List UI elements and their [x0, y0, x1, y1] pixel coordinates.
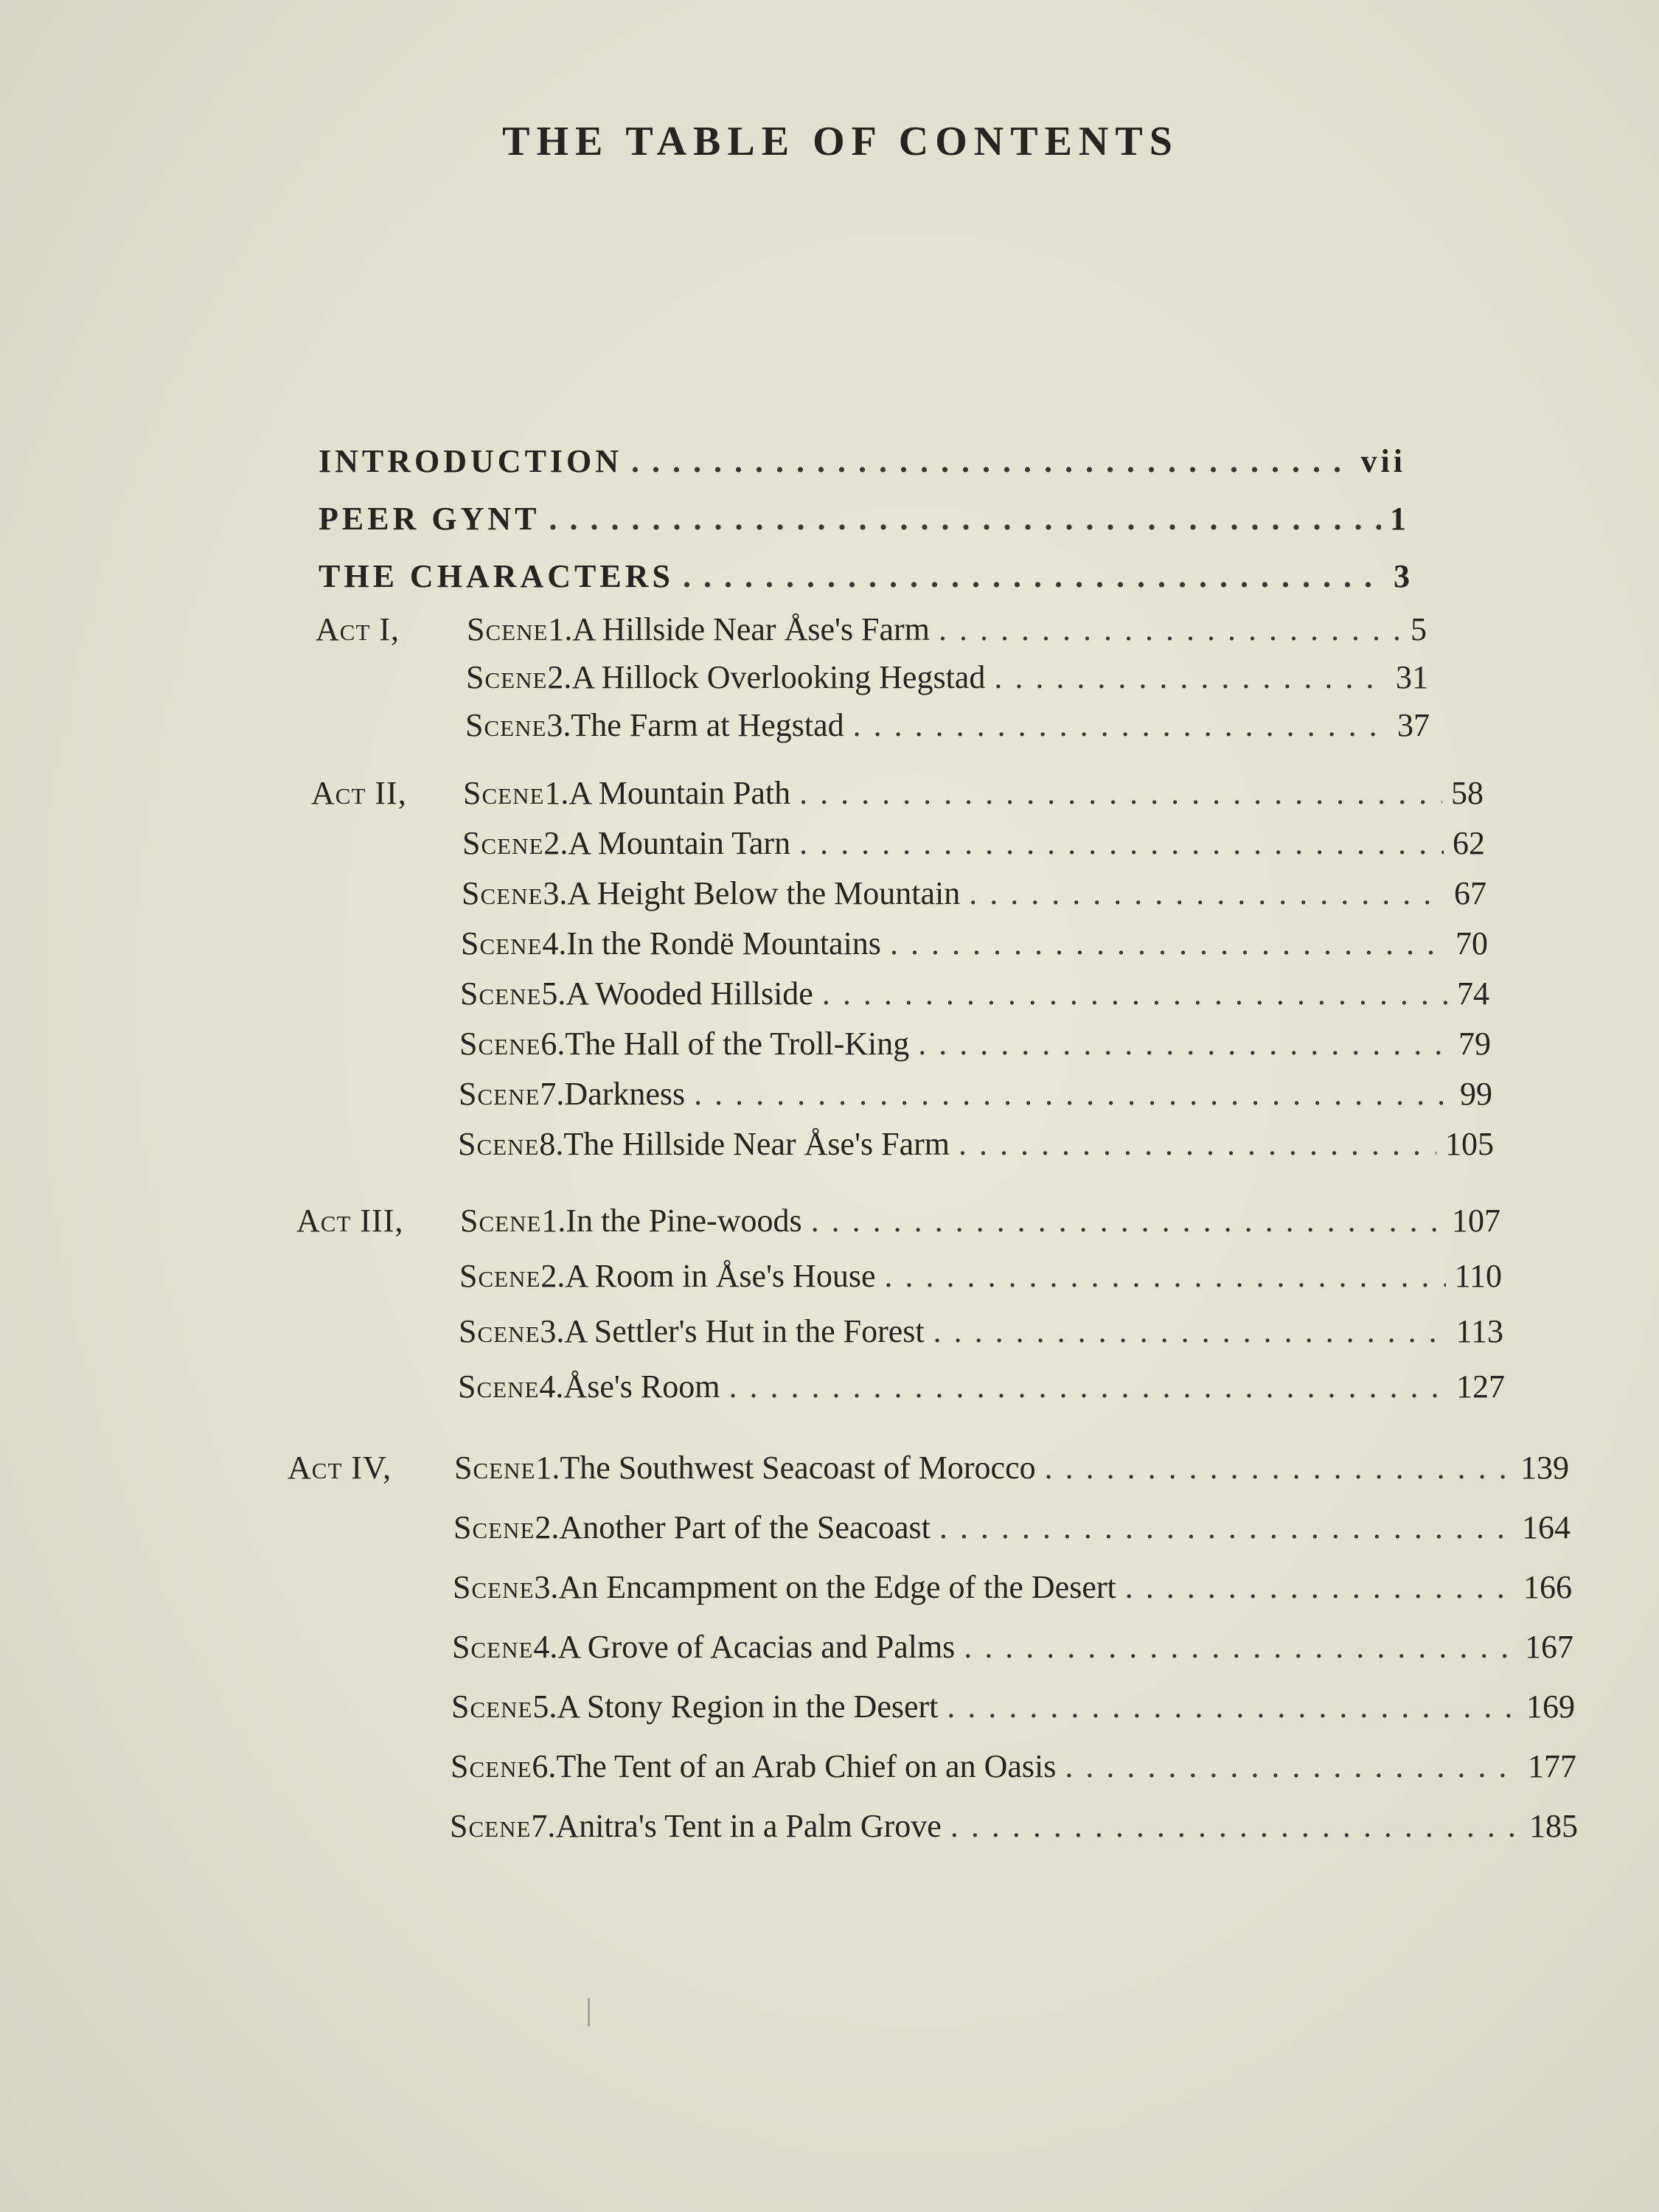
toc-page-number: 166 — [1523, 1569, 1572, 1605]
toc-page-number: 62 — [1453, 825, 1485, 861]
scene-word: Scene — [451, 1748, 532, 1784]
scene-title: A Hillside Near Åse's Farm — [572, 611, 930, 647]
toc-scene-entry — [452, 1628, 1573, 1666]
toc-scene-entry — [458, 1368, 1505, 1405]
scene-number: 8. — [539, 1126, 564, 1162]
toc-scene-entry — [466, 658, 1428, 696]
toc-page-number: 31 — [1396, 659, 1428, 695]
scene-word: Scene — [454, 1450, 536, 1486]
toc-page-number: 169 — [1526, 1688, 1575, 1725]
scene-word: Scene — [459, 1076, 540, 1112]
toc-page-number: 167 — [1525, 1629, 1573, 1665]
scene-word: Scene — [453, 1509, 535, 1545]
scene-word: Scene — [462, 875, 543, 911]
page-title: THE TABLE OF CONTENTS — [502, 119, 1179, 164]
scene-title: Another Part of the Seacoast — [559, 1509, 931, 1545]
toc-page-number: 127 — [1456, 1368, 1505, 1405]
toc-scene-entry — [460, 975, 1489, 1012]
dot-leader — [884, 1257, 1445, 1295]
scene-title: The Farm at Hegstad — [571, 707, 844, 743]
scene-number: 2. — [540, 1258, 566, 1294]
dot-leader — [933, 1312, 1447, 1350]
scene-number: 1. — [548, 611, 573, 647]
toc-page-number: 74 — [1457, 975, 1489, 1012]
scene-number: 3. — [543, 875, 568, 911]
toc-page-number: 58 — [1451, 775, 1484, 811]
toc-scene-entry — [465, 706, 1430, 744]
scene-number: 4. — [539, 1368, 564, 1405]
toc-page-number: 185 — [1529, 1808, 1578, 1844]
toc-scene-entry — [467, 611, 1427, 648]
scene-title: The Tent of an Arab Chief on an Oasis — [556, 1748, 1057, 1784]
toc-page-number: 139 — [1520, 1450, 1569, 1486]
dot-leader — [939, 611, 1402, 648]
dot-leader — [853, 706, 1388, 744]
scene-number: 1. — [541, 1203, 566, 1239]
toc-page-number: 70 — [1455, 925, 1488, 961]
toc-scene-entry — [459, 1025, 1491, 1062]
toc-scene-entry — [462, 824, 1485, 862]
toc-scene-entry — [453, 1509, 1571, 1546]
scene-title: The Hall of the Troll-King — [565, 1026, 910, 1062]
dot-leader — [728, 1368, 1447, 1405]
scene-title: The Southwest Seacoast of Morocco — [560, 1450, 1036, 1486]
toc-page-number: 79 — [1458, 1026, 1491, 1062]
scene-word: Scene — [461, 925, 543, 961]
scene-word: Scene — [463, 775, 545, 811]
dot-leader — [947, 1688, 1517, 1725]
dot-leader — [683, 557, 1385, 595]
toc-front-entry — [319, 442, 1406, 480]
scene-title: In the Rondë Mountains — [566, 925, 881, 961]
toc-page-number: 37 — [1397, 707, 1430, 743]
toc-page-number: 3 — [1394, 558, 1413, 594]
dot-leader — [939, 1509, 1513, 1546]
scene-word: Scene — [450, 1808, 532, 1844]
scene-word: Scene — [452, 1629, 534, 1665]
toc-page-number: 99 — [1460, 1076, 1492, 1112]
scene-number: 3. — [546, 707, 571, 743]
scene-title: A Stony Region in the Desert — [557, 1688, 939, 1725]
toc-entry-title: PEER GYNT — [319, 501, 540, 537]
act-label: Act I, — [316, 611, 400, 647]
dot-leader — [969, 874, 1445, 912]
dot-leader — [811, 1202, 1443, 1239]
toc-scene-entry — [451, 1747, 1576, 1785]
dot-leader — [631, 442, 1352, 480]
dot-leader — [694, 1075, 1451, 1113]
dot-leader — [1045, 1449, 1512, 1486]
toc-page-number: 164 — [1522, 1509, 1571, 1545]
scene-number: 2. — [535, 1509, 560, 1545]
scene-number: 1. — [544, 775, 569, 811]
toc-scene-entry — [453, 1568, 1572, 1606]
dot-leader — [890, 925, 1447, 962]
dot-leader — [799, 824, 1444, 862]
scene-number: 4. — [533, 1629, 558, 1665]
dot-leader — [822, 975, 1448, 1012]
toc-scene-entry — [463, 774, 1484, 812]
scene-title: A Hillock Overlooking Hegstad — [571, 659, 986, 695]
scene-number: 5. — [541, 975, 566, 1012]
scene-title: An Encampment on the Edge of the Desert — [558, 1569, 1116, 1605]
scene-number: 6. — [532, 1748, 557, 1784]
scene-number: 6. — [540, 1026, 566, 1062]
toc-scene-entry — [459, 1257, 1502, 1295]
toc-page-number: 105 — [1445, 1126, 1494, 1162]
scene-title: A Height Below the Mountain — [567, 875, 961, 911]
toc-page-number: vii — [1360, 443, 1406, 479]
scene-number: 3. — [534, 1569, 559, 1605]
scene-title: Darkness — [564, 1076, 686, 1112]
toc-page-number: 67 — [1454, 875, 1486, 911]
dot-leader — [964, 1628, 1516, 1666]
scene-title: A Settler's Hut in the Forest — [564, 1313, 925, 1349]
scene-title: The Hillside Near Åse's Farm — [563, 1126, 950, 1162]
dot-leader — [994, 658, 1387, 696]
toc-page-number: 113 — [1455, 1313, 1503, 1349]
scene-word: Scene — [462, 825, 544, 861]
toc-front-entry — [319, 557, 1413, 595]
toc-entry-title: INTRODUCTION — [319, 443, 623, 479]
scene-number: 2. — [543, 825, 568, 861]
toc-scene-entry — [460, 1202, 1500, 1239]
scene-word: Scene — [467, 611, 549, 647]
scene-word: Scene — [459, 1313, 540, 1349]
toc-scene-entry — [454, 1449, 1569, 1486]
toc-scene-entry — [461, 925, 1488, 962]
toc-scene-entry — [451, 1688, 1575, 1725]
scene-word: Scene — [453, 1569, 535, 1605]
scene-title: A Grove of Acacias and Palms — [557, 1629, 956, 1665]
toc-scene-entry — [459, 1312, 1503, 1350]
dot-leader — [1125, 1568, 1514, 1606]
scene-number: 5. — [532, 1688, 557, 1725]
toc-page-number: 177 — [1528, 1748, 1576, 1784]
scene-word: Scene — [465, 707, 547, 743]
toc-page-number: 5 — [1411, 611, 1427, 647]
scene-number: 3. — [540, 1313, 565, 1349]
toc-scene-entry — [458, 1125, 1494, 1163]
scene-word: Scene — [460, 975, 542, 1012]
scene-word: Scene — [459, 1258, 541, 1294]
scene-word: Scene — [458, 1368, 540, 1405]
toc-page-number: 110 — [1454, 1258, 1502, 1294]
scene-title: In the Pine-woods — [566, 1203, 802, 1239]
act-label: Act IV, — [288, 1450, 392, 1486]
scene-title: A Room in Åse's House — [565, 1258, 876, 1294]
dot-leader — [1065, 1747, 1519, 1785]
toc-page-number: 1 — [1390, 501, 1410, 537]
scene-title: Anitra's Tent in a Palm Grove — [555, 1808, 942, 1844]
scene-number: 2. — [547, 659, 572, 695]
dot-leader — [799, 774, 1442, 812]
scene-title: A Mountain Tarn — [568, 825, 791, 861]
dot-leader — [918, 1025, 1450, 1062]
scene-word: Scene — [466, 659, 548, 695]
scene-title: A Wooded Hillside — [566, 975, 813, 1012]
scene-word: Scene — [460, 1203, 542, 1239]
toc-front-entry — [319, 500, 1410, 538]
scene-number: 1. — [535, 1450, 560, 1486]
dot-leader — [959, 1125, 1436, 1163]
dot-leader — [950, 1807, 1520, 1845]
scene-number: 4. — [542, 925, 567, 961]
scene-number: 7. — [531, 1808, 556, 1844]
scene-number: 7. — [540, 1076, 565, 1112]
scene-word: Scene — [451, 1688, 533, 1725]
scene-title: A Mountain Path — [568, 775, 791, 811]
toc-scene-entry — [459, 1075, 1492, 1113]
scene-title: Åse's Room — [563, 1368, 720, 1405]
toc-entry-title: THE CHARACTERS — [319, 558, 674, 594]
toc-scene-entry — [450, 1807, 1578, 1845]
toc-scene-entry — [462, 874, 1486, 912]
act-label: Act III, — [296, 1203, 404, 1239]
toc-page-number: 107 — [1452, 1203, 1500, 1239]
scene-word: Scene — [459, 1026, 541, 1062]
scene-word: Scene — [458, 1126, 540, 1162]
act-label: Act II, — [311, 775, 407, 811]
dot-leader — [549, 500, 1381, 538]
